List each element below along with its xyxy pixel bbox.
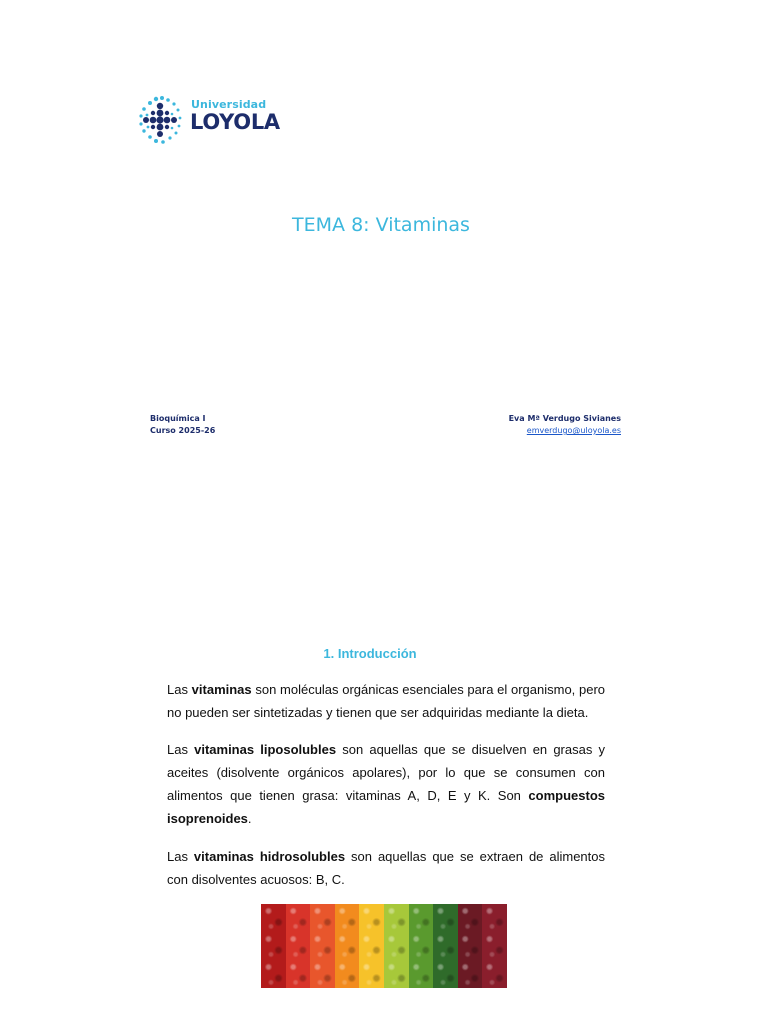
author-name: Eva Mª Verdugo Sivianes bbox=[508, 414, 621, 423]
produce-strip bbox=[261, 904, 286, 988]
course-year: Curso 2025-26 bbox=[150, 426, 216, 435]
bold-term: vitaminas liposolubles bbox=[194, 742, 337, 757]
produce-strip bbox=[433, 904, 458, 988]
bold-term: vitaminas bbox=[191, 682, 252, 697]
produce-strip bbox=[335, 904, 360, 988]
produce-strip bbox=[286, 904, 311, 988]
paragraph-fat-soluble bbox=[167, 738, 605, 830]
bold-term: vitaminas hidrosolubles bbox=[193, 849, 346, 864]
text-span: Las bbox=[167, 849, 194, 864]
text-span: son moléculas orgánicas esenciales para el organismo, pero no pueden ser sintetizadas y tienen que ser adquiridas mediante la dieta. bbox=[167, 682, 606, 720]
text-span: Las bbox=[167, 682, 192, 697]
logo-university-text: Universidad bbox=[191, 98, 267, 111]
fruits-vegetables-image bbox=[261, 904, 507, 988]
author-email-link[interactable]: emverdugo@uloyola.es bbox=[526, 426, 621, 435]
text-span: Las bbox=[167, 742, 195, 757]
produce-strip bbox=[482, 904, 507, 988]
course-info bbox=[150, 413, 215, 437]
course-name: Bioquímica I bbox=[150, 414, 206, 423]
text-span: son aquellas que se extraen de alimentos con disolventes acuosos: B, C. bbox=[167, 849, 605, 887]
produce-strip bbox=[384, 904, 409, 988]
produce-strip bbox=[359, 904, 384, 988]
produce-strip bbox=[310, 904, 335, 988]
logo-mark-icon bbox=[136, 94, 186, 146]
paragraph-vitamins-intro bbox=[167, 678, 605, 724]
logo-loyola-text: LOYOLA bbox=[190, 110, 280, 134]
text-span: . bbox=[247, 811, 252, 826]
produce-strip bbox=[458, 904, 483, 988]
bold-term: compuestos isoprenoides bbox=[167, 788, 605, 826]
produce-strip bbox=[409, 904, 434, 988]
university-logo bbox=[136, 94, 296, 146]
section-heading: 1. Introducción bbox=[323, 646, 417, 661]
paragraph-water-soluble bbox=[167, 845, 605, 891]
document-title: TEMA 8: Vitaminas bbox=[292, 214, 470, 236]
author-info bbox=[509, 413, 621, 437]
text-span: son aquellas que se disuelven en grasas y aceites (disolvente orgánicos apolares), por lo que se consumen con alimentos que tienen grasa: vitaminas A, D, E y K. Son bbox=[167, 742, 605, 803]
